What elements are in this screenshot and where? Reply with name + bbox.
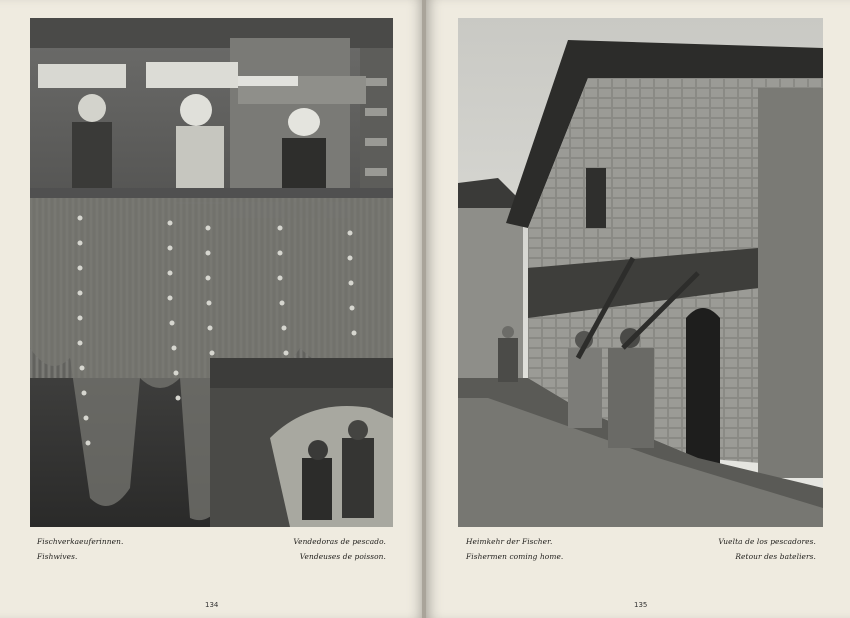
fishermen-photo [458, 18, 823, 527]
caption-german: Fischverkaeuferinnen. [37, 537, 124, 546]
right-page [426, 0, 850, 618]
page-number: 134 [205, 601, 219, 609]
caption-french: Vendeuses de poisson. [299, 552, 386, 561]
caption-english: Fishermen coming home. [466, 552, 564, 561]
caption-german: Heimkehr der Fischer. [466, 537, 553, 546]
caption-french: Retour des bateliers. [735, 552, 816, 561]
caption-spanish: Vendedoras de pescado. [293, 537, 386, 546]
caption-english: Fishwives. [37, 552, 78, 561]
caption-spanish: Vuelta de los pescadores. [718, 537, 816, 546]
left-page [0, 0, 424, 618]
fishwives-photo [30, 18, 393, 527]
page-number: 135 [634, 601, 648, 609]
